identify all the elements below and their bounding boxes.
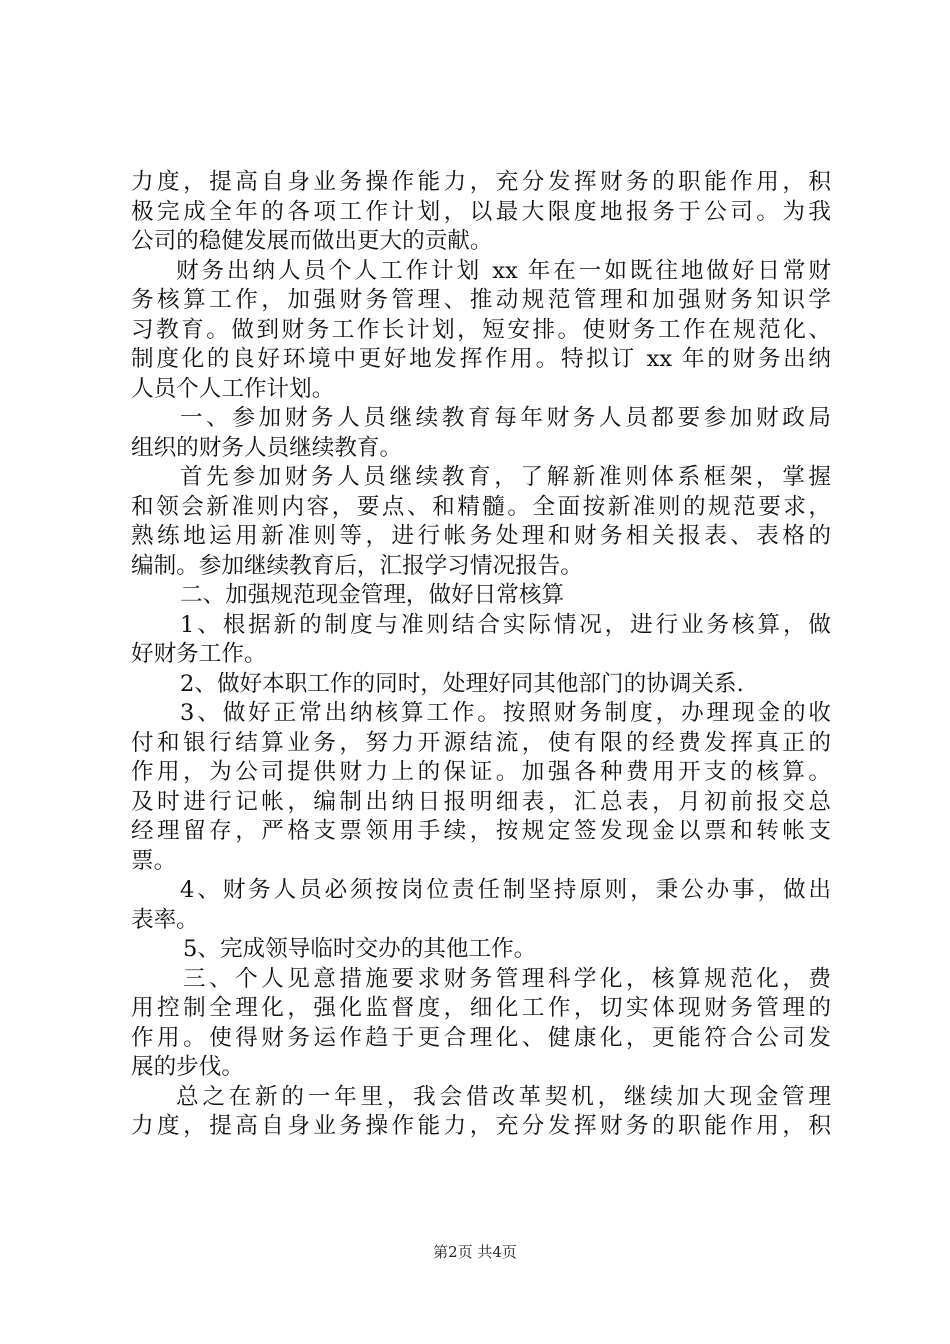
text-line: 用控制全理化，强化监督度，细化工作，切实体现财务管理的 — [131, 995, 831, 1021]
text-line: 二、加强规范现金管理，做好日常核算 — [180, 582, 565, 608]
text-line: 1、根据新的制度与准则结合实际情况，进行业务核算，做 — [180, 611, 831, 638]
text-line: 极完成全年的各项工作计划，以最大限度地报务于公司。为我 — [131, 198, 831, 225]
text-line: 首先参加财务人员继续教育，了解新准则体系框架，掌握 — [180, 464, 831, 490]
text-line: 展的步伐。 — [131, 1054, 244, 1080]
text-line: 熟练地运用新准则等，进行帐务处理和财务相关报表、表格的 — [131, 523, 831, 549]
page-number: 第2页 共4页 — [433, 1243, 517, 1261]
text-line: 经理留存，严格支票领用手续，按规定签发现金以票和转帐支 — [131, 818, 831, 844]
text-line: 作用，为公司提供财力上的保证。加强各种费用开支的核算。 — [131, 759, 831, 785]
text-line: 组织的财务人员继续教育。 — [131, 434, 403, 461]
text-line: 2、做好本职工作的同时，处理好同其他部门的协调关系. — [180, 670, 744, 697]
text-line: 务核算工作，加强财务管理、推动规范管理和加强财务知识学 — [131, 287, 831, 313]
document-body — [131, 168, 831, 1142]
text-line: 票。 — [131, 847, 177, 874]
text-line: 4、财务人员必须按岗位责任制坚持原则，秉公办事，做出 — [180, 877, 831, 903]
text-line: 表率。 — [131, 906, 199, 933]
text-line: 力度，提高自身业务操作能力，充分发挥财务的职能作用，积 — [131, 169, 831, 195]
text-line: 5、完成领导临时交办的其他工作。 — [183, 936, 537, 962]
text-line: 制度化的良好环境中更好地发挥作用。特拟订 xx 年的财务出纳 — [131, 346, 831, 372]
text-line: 付和银行结算业务，努力开源结流，使有限的经费发挥真正的 — [131, 729, 831, 756]
text-line: 作用。使得财务运作趋于更合理化、健康化，更能符合公司发 — [131, 1024, 831, 1051]
page-footer — [0, 1242, 950, 1262]
text-line: 好财务工作。 — [131, 641, 267, 667]
text-line: 三、个人见意措施要求财务管理科学化，核算规范化，费 — [183, 965, 831, 992]
text-line: 习教育。做到财务工作长计划，短安排。使财务工作在规范化、 — [131, 316, 831, 343]
text-line: 人员个人工作计划。 — [131, 375, 335, 402]
text-line: 一、参加财务人员继续教育每年财务人员都要参加财政局 — [180, 405, 831, 431]
text-line: 及时进行记帐，编制出纳日报明细表，汇总表，月初前报交总 — [131, 788, 831, 815]
text-line: 公司的稳健发展而做出更大的贡献。 — [131, 228, 493, 254]
text-line: 和领会新准则内容，要点、和精髓。全面按新准则的规范要求， — [131, 493, 831, 520]
text-line: 力度，提高自身业务操作能力，充分发挥财务的职能作用，积 — [131, 1113, 831, 1139]
text-line: 总之在新的一年里，我会借改革契机，继续加大现金管理 — [176, 1083, 831, 1110]
text-line: 财务出纳人员个人工作计划 xx 年在一如既往地做好日常财 — [176, 257, 831, 284]
text-line: 3、做好正常出纳核算工作。按照财务制度，办理现金的收 — [180, 700, 831, 726]
text-line: 编制。参加继续教育后，汇报学习情况报告。 — [131, 552, 583, 579]
